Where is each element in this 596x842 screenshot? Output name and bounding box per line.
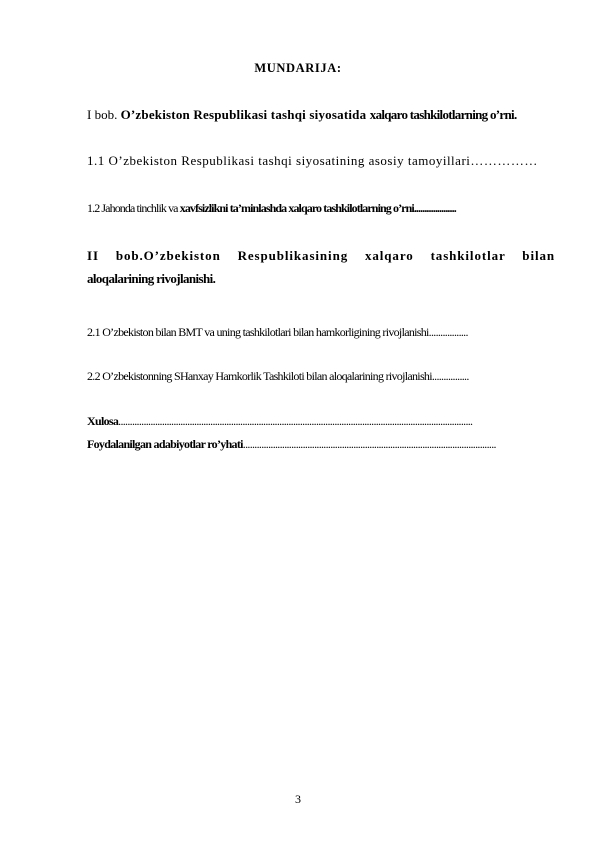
chapter-1-title-a: O’zbekiston Respublikasi tashqi siyosatida	[120, 107, 370, 122]
conclusion-label: Xulosa	[87, 414, 119, 428]
toc-section-2-2[interactable]: 2.2 O’zbekistonning SHanxay Hamkorlik Tashkiloti bilan aloqalarining rivojlanishi................	[87, 369, 469, 383]
toc-section-1-2[interactable]	[87, 201, 555, 216]
chapter-1-prefix: I bob.	[87, 107, 121, 122]
page-title: MUNDARIJA:	[254, 61, 342, 75]
toc-section-2-1[interactable]: 2.1 O’zbekiston bilan BMT va uning tashkilotlari bilan hamkorligining rivojlanishi.................	[87, 325, 468, 339]
section-1-2-title: xavfsizlikni ta’minlashda xalqaro tashkilotlarning o’rni	[179, 201, 414, 215]
page-number: 3	[295, 792, 301, 806]
section-1-2-dots: ....................	[413, 201, 456, 215]
chapter-1-title-b: xalqaro tashkilotlarning o’rni.	[369, 107, 517, 122]
toc-section-1-1[interactable]: 1.1 O’zbekiston Respublikasi tashqi siyosatining asosiy tamoyillari……………	[87, 153, 538, 168]
chapter-2-title-b: aloqalarining rivojlanishi.	[87, 271, 216, 286]
chapter-2-title-a: II bob.O’zbekiston Respublikasining xalqaro tashkilotlar bilan	[87, 248, 555, 263]
references-label: Foydalanilgan adabiyotlar ro’yhati	[87, 437, 243, 451]
conclusion-dots: ..........................................................................................................................................................	[118, 414, 473, 428]
toc-chapter-1[interactable]	[87, 107, 555, 123]
toc-chapter-2[interactable]	[87, 244, 555, 290]
section-1-2-prefix: 1.2 Jahonda tinchlik va	[87, 201, 180, 215]
references-dots: ..............................................................................................................	[242, 437, 496, 451]
toc-references[interactable]	[87, 437, 555, 452]
toc-conclusion[interactable]	[87, 414, 555, 429]
